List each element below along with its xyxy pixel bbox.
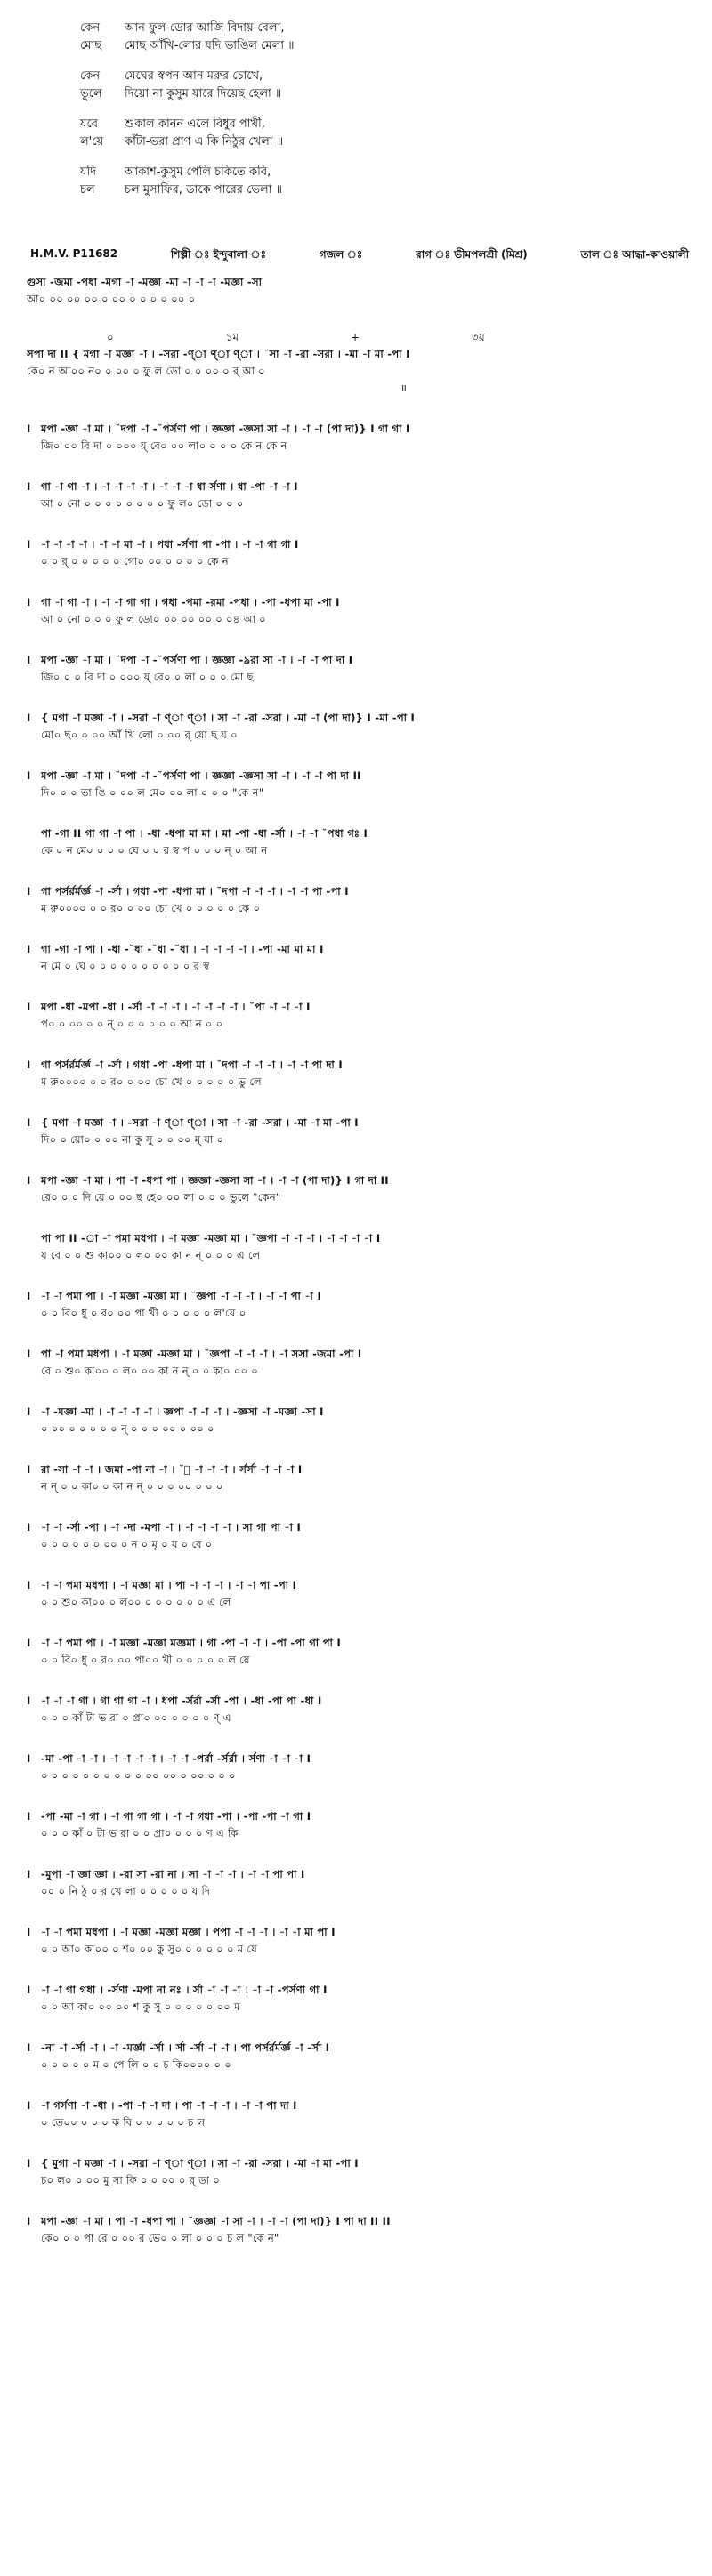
swara-text: -া গর্সণা -া -ধা । -পা -া -া দা । পা -া -া -া । -া -া পা দা I xyxy=(41,2099,297,2112)
sahitya-text: ০ তে০০ ০ ০ ০ ক বি ০ ০ ০ ০ ০ চ ল xyxy=(41,2116,206,2129)
swara-text: মপা -জ্ঞা -া মা । পা -া -ধপা পা । জ্ঞজ্ঞা -জ্ঞসা সা -া । -া -া (পা দা)} I গা দা II xyxy=(41,1174,389,1187)
indent-spacer xyxy=(27,2172,41,2189)
bar-line-mark: I xyxy=(27,1463,31,1476)
notation-block xyxy=(27,1115,690,1148)
lyric-text: মোছ আঁখি-লোর যদি ভাঙিল মেলা ॥ xyxy=(125,39,295,52)
sahitya-line xyxy=(27,1883,690,1900)
sahitya-line xyxy=(27,900,690,917)
sahitya-line xyxy=(27,727,690,744)
indent-spacer xyxy=(27,1536,41,1553)
notation-section xyxy=(27,274,690,2271)
notation-block xyxy=(27,1751,690,1784)
notation-block-first xyxy=(27,346,690,397)
swara-line xyxy=(27,652,690,669)
indent-spacer xyxy=(27,1825,41,1842)
sahitya-line xyxy=(27,958,690,975)
sahitya-text: ০ ০ ০ কাঁ টা ভ রা ০ প্রা০ ০০ ০ ০ ০ ০ ণ্‌ এ xyxy=(41,1711,231,1724)
notation-block xyxy=(27,536,690,570)
notation-block xyxy=(27,1230,690,1264)
sahitya-text: জি০ ০ ০ বি দা ০ ০০০ য়্‌ বে০ ০ লা ০ ০ ০ মো ছ xyxy=(41,671,254,683)
swara-text: -া -া -া গা । গা গা গা -া । ধপা -র্সর্রা -র্সা -পা । -ধা -পা পা -ধা I xyxy=(41,1695,322,1707)
indent-spacer xyxy=(27,1131,41,1148)
bar-line-mark: I xyxy=(27,1868,31,1880)
swara-text: গা -া গা -া । -া -া গা গা । গধা -পমা -রমা -পধা । -পা -ধপা মা -পা I xyxy=(41,596,340,608)
bar-line-mark: I xyxy=(27,1521,31,1534)
sahitya-line xyxy=(27,1189,690,1206)
sahitya-text: য বে ০ ০ শু কা০০ ০ ল০ ০০ কা ন ন্‌ ০ ০ ০ এ লে xyxy=(41,1249,261,1261)
bar-line-mark: I xyxy=(27,2215,31,2227)
sahitya-line xyxy=(27,438,690,455)
bar-line-mark: I xyxy=(27,769,31,782)
bar-line-mark: I xyxy=(27,1984,31,1996)
swara-text: -া -া -র্সা -পা । -া -দা -মপা -া । -া -া -া -া । সা গা পা -া I xyxy=(41,1521,302,1534)
swara-text: গা পর্সর্রর্মর্জ্ঞ -া -র্সা । গধা -পা -ধপা মা । ˘দপা -া -া -া । -া -া পা দা I xyxy=(41,1059,343,1071)
notation-block xyxy=(27,883,690,917)
bar-line-mark xyxy=(27,1230,41,1247)
notation-block xyxy=(27,768,690,801)
lyric-line xyxy=(80,37,632,55)
swara-text: -না -া -র্সা -া । -া -মর্জ্ঞা -র্সা । র্সা -র্সা -া -া । পা পর্সর্রর্মর্জ্ঞ -া -র্সা I xyxy=(41,2041,330,2054)
bar-line-mark: I xyxy=(27,1290,31,1302)
indent-spacer xyxy=(27,1074,41,1091)
sahitya-text: প০ ০ ০০ ০ ০ ন্‌ ০ ০ ০ ০ ০ ০ আ ন ০ ০ xyxy=(41,1018,223,1030)
sahitya-text: ম রু০০০০ ০ ০ র০ ০ ০০ চো খে ০ ০ ০ ০ ০ ভু লে xyxy=(41,1075,262,1088)
sahitya-line: কে০ ন আ০০ ন০ ০ ০০ ০ ফু ল ডো ০ ০ ০০ ০ র্‌ আ ০ xyxy=(27,365,265,377)
notation-block xyxy=(27,594,690,628)
swara-line xyxy=(27,1461,690,1478)
swara-line xyxy=(27,941,690,958)
lyric-lead-word: চল xyxy=(80,183,95,197)
swara-line xyxy=(27,2155,690,2172)
swara-text: পা পা II -া -া পমা মধপা । -া মজ্ঞা -মজ্ঞা মা । ˘জ্ঞপা -া -া -া । -া -া -া -া I xyxy=(41,1232,381,1244)
sahitya-line xyxy=(27,1536,690,1553)
notation-blocks xyxy=(27,421,690,2247)
sahitya-line xyxy=(27,1825,690,1842)
notation-block xyxy=(27,1577,690,1611)
notation-block xyxy=(27,2097,690,2131)
lyric-text: চল মুসাফির, ডাকে পারের ভেলা ॥ xyxy=(125,183,282,197)
notation-block xyxy=(27,1693,690,1727)
notation-block xyxy=(27,825,690,859)
swara-text: মপা -জ্ঞা -া মা । ˘দপা -া -˘পর্সণা পা । জ্ঞজ্ঞা -জ্ঞসা সা -া । -া -া (পা দা)} I গা গা I xyxy=(41,423,410,435)
sahitya-text: কে ০ ন মে০ ০ ০ ০ ঘে ০ ০ র স্ব প ০ ০ ০ ন্‌ ০ আ ন xyxy=(41,844,268,857)
swara-line xyxy=(27,1635,690,1652)
sahitya-text: ০ ০ ০ কাঁ ০ টা ভ রা ০ ০ প্রা০ ০ ০ ০ ণ এ কি xyxy=(41,1827,239,1839)
notation-block xyxy=(27,1404,690,1437)
indent-spacer xyxy=(27,1016,41,1033)
indent-spacer xyxy=(27,1883,41,1900)
sahitya-text: ০ ০ বি০ ধু ০ র০ ০০ পা০০ খী ০ ০ ০ ০ ০ ল য়ে xyxy=(41,1654,250,1666)
swara-text: -া -মজ্ঞা -মা । -া -া -া -া । জ্ঞপা -া -া -া । -জ্ঞসা -া -মজ্ঞা -সা I xyxy=(41,1405,324,1418)
indent-spacer xyxy=(27,2114,41,2131)
bar-line-mark: I xyxy=(27,1001,31,1013)
taal-mark-first: ১ম xyxy=(225,331,239,343)
sahitya-text: বে ০ শু০ কা০০ ০ ল০ ০০ কা ন ন্‌ ০ ০ কা০ ০০ ০ xyxy=(41,1364,259,1377)
swara-text: পা -গা II গা গা -া পা । -ধা -ধপা মা মা । মা -পা -ধা -র্সা । -া -া ˘পধা গঃ I xyxy=(41,827,368,840)
sahitya-text: আ ০ নো ০ ০ ০ ফু ল ডো০ ০০ ০০ ০০ ০ ০৪ আ ০ xyxy=(41,613,266,625)
lyric-lead-word: কেন xyxy=(80,69,101,83)
sahitya-text: কে০ ০ ০ পা রে ০ ০০ র ভে০ ০ লা ০ ০ ০ চ ল "কে ন" xyxy=(41,2232,279,2244)
indent-spacer xyxy=(27,900,41,917)
taal-label: তাল ঃ আদ্ধা-কাওয়ালী xyxy=(580,248,689,261)
sahitya-line xyxy=(27,1767,690,1784)
indent-spacer xyxy=(27,669,41,686)
sahitya-text: ০ ০ ০ ০ ০ ০ ০০ ০ ন ০ মৃ ০ য ০ বে ০ xyxy=(41,1538,213,1550)
indent-spacer xyxy=(27,1767,41,1784)
bar-line-mark: I xyxy=(27,885,31,898)
lyric-lead-word: মোছ xyxy=(80,39,102,52)
swara-text: { মুগা -া মজ্ঞা -া । -সরা -া ণ্‌া ণ্‌া । সা -া -রা -সরা । -মা -া মা -পা I xyxy=(41,2157,359,2169)
indent-spacer xyxy=(27,438,41,455)
swara-line xyxy=(27,1288,690,1305)
sahitya-line xyxy=(27,1652,690,1669)
sahitya-line xyxy=(27,1305,690,1322)
lyric-line xyxy=(80,164,632,181)
bar-line-mark: I xyxy=(27,2041,31,2054)
swara-line xyxy=(27,421,690,438)
lyric-line xyxy=(80,68,632,85)
swara-text: মপা -জ্ঞা -া মা । পা -া -ধপা পা । ˘জ্ঞজ্ঞা -া সা -া । -া -া (পা দা)} I পা দা II II xyxy=(41,2215,391,2227)
sahitya-line xyxy=(27,1363,690,1380)
lyric-line xyxy=(80,133,632,151)
sahitya-line xyxy=(27,1247,690,1264)
sahitya-line xyxy=(27,1594,690,1611)
indent-spacer xyxy=(27,727,41,744)
lyric-line xyxy=(80,116,632,133)
lyric-lead-word: যদি xyxy=(80,165,97,179)
sahitya-line xyxy=(27,1016,690,1033)
sahitya-line xyxy=(27,1478,690,1495)
notation-block xyxy=(27,1346,690,1380)
sahitya-text: ০ ০ বি০ ধু ০ র০ ০০ পা খী ০ ০ ০ ০ ০ ল'য়ে ০ xyxy=(41,1307,247,1319)
swara-text: { মগা -া মজ্ঞা -া । -সরা -া ণ্‌া ণ্‌া । সা -া -রা -সরা । -মা -া (পা দা)} I -মা -পা I xyxy=(41,712,416,724)
lyric-text: কাঁটা-ভরা প্রাণ এ কি নিঠুর খেলা ॥ xyxy=(125,135,284,149)
sahitya-text: ০ ০ আ কা০ ০০ ০০ শ কু সু ০ ০ ০ ০ ০ ০০ ম xyxy=(41,2000,240,2013)
swara-line xyxy=(27,594,690,611)
lyric-line xyxy=(80,85,632,103)
sahitya-text: জি০ ০০ বি দা ০ ০০০ য়্‌ বে০ ০০ লা০ ০ ০ ০ কে ন কে ন xyxy=(41,439,287,452)
notation-block xyxy=(27,1982,690,2016)
lyric-text: আন ফুল-ডোর আজি বিদায়-বেলা, xyxy=(125,21,285,35)
swara-text: -মুপা -া জ্ঞা জ্ঞা । -রা সা -রা না । সা -া -া -া । -া -া পা পা I xyxy=(41,1868,305,1880)
intro-block xyxy=(27,274,690,308)
swara-line xyxy=(27,1693,690,1710)
bar-line-mark: I xyxy=(27,1348,31,1360)
swara-line xyxy=(27,1519,690,1536)
swara-line xyxy=(27,2097,690,2114)
indent-spacer xyxy=(27,1999,41,2016)
sahitya-line xyxy=(27,669,690,686)
swara-line xyxy=(27,1057,690,1074)
swara-line xyxy=(27,1346,690,1363)
notation-block xyxy=(27,1461,690,1495)
indent-spacer xyxy=(27,958,41,975)
notation-block xyxy=(27,941,690,975)
bar-line-mark: I xyxy=(27,1059,31,1071)
swara-text: { মগা -া মজ্ঞা -া । -সরা -া ণ্‌া ণ্‌া । সা -া -রা -সরা । -মা -া মা -পা I xyxy=(41,1116,359,1129)
notation-block xyxy=(27,1924,690,1958)
indent-spacer xyxy=(27,495,41,512)
sahitya-line: আ০ ০০ ০০ ০০ ০ ০০ ০ ০ ০ ০ ০০ ০ xyxy=(27,293,196,305)
swara-line xyxy=(27,2213,690,2230)
sahitya-line xyxy=(27,553,690,570)
swara-text: মপা -জ্ঞা -া মা । ˘দপা -া -˘পর্সণা পা । জ্ঞজ্ঞা -৯রা সা -া । -া -া পা দা I xyxy=(41,654,353,666)
swara-line xyxy=(27,768,690,785)
sahitya-line xyxy=(27,1074,690,1091)
sahitya-line xyxy=(27,1999,690,2016)
song-info-bar xyxy=(30,247,689,265)
swara-line: গুসা -জমা -পধা -মগা -া -মজ্ঞা -মা -া -া -া -মজ্ঞা -সা xyxy=(27,276,263,288)
swara-text: গা -া গা -া । -া -া -া -া । -া -া -া ধা র্সণা । ধা -পা -া -া I xyxy=(41,480,298,493)
lyrics-stanza xyxy=(80,164,632,199)
sahitya-text: ০০ ০ নি ঠু ০ র খে লা ০ ০ ০ ০ ০ য দি xyxy=(41,1885,211,1897)
sahitya-line xyxy=(27,842,690,859)
swara-line xyxy=(27,1404,690,1421)
sahitya-text: ০ ০ শু০ কা০০ ০ ল০০ ০ ০ ০ ০ ০ ০ এ লে xyxy=(41,1596,231,1608)
notation-block xyxy=(27,421,690,455)
bar-line-mark xyxy=(27,825,41,842)
swara-text: -মা -পা -া -া । -া -া -া -া । -া -া -পর্রা -র্সর্রা । র্সণা -া -া -া I xyxy=(41,1752,312,1765)
sahitya-line xyxy=(27,1941,690,1958)
bar-line-mark: I xyxy=(27,480,31,493)
sahitya-text: আ ০ নো ০ ০ ০ ০ ০ ০ ০ ০ ফু ল০ ডো ০ ০ ০ xyxy=(41,497,244,510)
bar-line-mark: I xyxy=(27,2157,31,2169)
swara-text: রা -সা -া -া । জমা -পা না -া । ˘া -া -া -া । র্সর্সা -া -া -া I xyxy=(41,1463,303,1476)
sahitya-line xyxy=(27,785,690,801)
sahitya-line xyxy=(27,495,690,512)
bar-line-mark: I xyxy=(27,654,31,666)
lyrics-stanza xyxy=(80,20,632,55)
swara-line: সপা দা II { মগা -া মজ্ঞা -া । -সরা -ণ্‌া ণ্‌া ণ্‌া । ˘সা -া -রা -সরা । -মা -া মা -পা I xyxy=(27,348,410,360)
indent-spacer xyxy=(27,1247,41,1264)
sahitya-text: ন মে ০ ঘে ০ ০ ০ ০ ০ ০ ০ ০ ০ ০ র স্ব xyxy=(41,960,210,972)
swara-text: -া -া পমা মধপা । -া মজ্ঞা -মজ্ঞা মজ্ঞা । পপা -া -া -া । -া -া মা পা I xyxy=(41,1926,336,1938)
notation-block xyxy=(27,2213,690,2247)
swara-text: গা -গা -া পা । -ধা -˘ধা -˘ধা -˘ধা । -া -া -া -া । -পা -মা মা মা I xyxy=(41,943,324,955)
bar-line-mark: I xyxy=(27,712,31,724)
bar-line-mark: I xyxy=(27,943,31,955)
taal-mark-sam: + xyxy=(351,331,360,343)
swara-text: -া -া -া -া । -া -া মা -া । পধা -র্সণা পা -পা । -া -া গা গা I xyxy=(41,538,299,551)
bar-line-mark: I xyxy=(27,1637,31,1649)
lyric-line xyxy=(80,181,632,199)
indent-spacer xyxy=(27,1478,41,1495)
indent-spacer xyxy=(27,553,41,570)
repeat-sign: ॥ xyxy=(400,382,408,394)
indent-spacer xyxy=(27,1363,41,1380)
notation-block xyxy=(27,1057,690,1091)
swara-text: -া -া পমা পা । -া মজ্ঞা -মজ্ঞা মজ্ঞমা । গা -পা -া -া । -পা -পা গা পা I xyxy=(41,1637,342,1649)
bar-line-mark: I xyxy=(27,596,31,608)
bar-line-mark: I xyxy=(27,1579,31,1591)
bar-line-mark: I xyxy=(27,1810,31,1823)
swara-text: -া -া পমা মধপা । -া মজ্ঞা মা । পা -া -া -া । -া -া পা -পা I xyxy=(41,1579,297,1591)
artist-credit: শিল্পী ঃ ইন্দুবালা ঃ xyxy=(170,248,266,261)
indent-spacer xyxy=(27,1652,41,1669)
indent-spacer xyxy=(27,611,41,628)
notation-block xyxy=(27,1635,690,1669)
swara-line xyxy=(27,1172,690,1189)
sahitya-text: ০ ০ ০ ০ ০ ম ০ পে লি ০ ০ চ কি০০০০ ০ ০ xyxy=(41,2058,232,2071)
sahitya-text: ০ ০ ০ ০ ০ ০ ০ ০ ০ ০ ০০ ০০ ০ ০০ ০ ০ ০ xyxy=(41,1769,236,1782)
lyrics-stanza xyxy=(80,68,632,103)
swara-line xyxy=(27,883,690,900)
notation-block xyxy=(27,999,690,1033)
indent-spacer xyxy=(27,1594,41,1611)
swara-text: পা -া পমা মধপা । -া মজ্ঞা -মজ্ঞা মা । ˘জ্ঞপা -া -া -া । -া সসা -জমা -পা I xyxy=(41,1348,362,1360)
swara-line xyxy=(27,1808,690,1825)
swara-line xyxy=(27,479,690,495)
sahitya-line xyxy=(27,2172,690,2189)
sahitya-line xyxy=(27,1131,690,1148)
genre-label: গজল ঃ xyxy=(319,248,363,261)
swara-text: -া -া গা গধা । -র্সণা -মপা না নঃ । র্সা -া -া -া । -া -া -পর্সণা গা I xyxy=(41,1984,328,1996)
notation-block xyxy=(27,1866,690,1900)
sahitya-text: ০ ০০ ০ ০ ০ ০ ০ ন্‌ ০ ০ ০ ০০ ০ ০০ ০ xyxy=(41,1422,214,1435)
notation-block xyxy=(27,1288,690,1322)
notation-block xyxy=(27,2155,690,2189)
sahitya-text: রে০ ০ ০ দি য়ে ০ ০০ ছ হে০ ০০ লা ০ ০ ০ ভুলে "কেন" xyxy=(41,1191,281,1203)
notation-block xyxy=(27,479,690,512)
swara-text: মপা -ধা -মপা -ধা । -র্সা -া -া -া । -া -া -া -া । ˘পা -া -া -া I xyxy=(41,1001,311,1013)
notation-block xyxy=(27,1519,690,1553)
indent-spacer xyxy=(27,842,41,859)
raga-label: রাগ ঃ ভীমপলশ্রী (মিশ্র) xyxy=(416,248,528,261)
lyric-lead-word: ল'য়ে xyxy=(80,135,104,149)
notation-block xyxy=(27,1808,690,1842)
bar-line-mark: I xyxy=(27,1695,31,1707)
indent-spacer xyxy=(27,2230,41,2247)
sahitya-text: দি০ ০ য়ো০ ০ ০০ না কু সু ০ ০ ০০ ম্‌ যা ০ xyxy=(41,1133,224,1146)
sahitya-line xyxy=(27,2230,690,2247)
bar-line-mark: I xyxy=(27,1405,31,1418)
lyric-text: মেঘের স্বপন আন মরুর চোখে, xyxy=(125,69,263,83)
bar-line-mark: I xyxy=(27,1116,31,1129)
sahitya-text: দি০ ০ ০ ভা ঙি ০ ০০ ল মে০ ০০ লা ০ ০ ০ "কে ন" xyxy=(41,786,264,799)
swara-line xyxy=(27,1751,690,1767)
record-number: H.M.V. P11682 xyxy=(30,247,118,260)
swara-text: -া -া পমা পা । -া মজ্ঞা -মজ্ঞা মা । ˘জ্ঞপা -া -া -া । -া -া পা -া I xyxy=(41,1290,322,1302)
lyrics-stanza xyxy=(80,116,632,151)
sahitya-text: মো০ ছ০ ০ ০০ আঁ খি লো ০ ০০ র্‌ যো ছ য ০ xyxy=(41,729,238,741)
sahitya-line xyxy=(27,1421,690,1437)
swara-line xyxy=(27,825,690,842)
notation-block xyxy=(27,2040,690,2073)
lyric-text: শুকাল কানন এলে বিধুর পাখী, xyxy=(125,117,265,131)
sahitya-text: ০ ০ র্‌ ০ ০ ০ ০ ০ গো০ ০০ ০ ০ ০ ০ কে ন xyxy=(41,555,229,568)
swara-text: -পা -মা -া গা । -া গা গা গা । -া -া গধা -পা । -পা -পা -া গা I xyxy=(41,1810,312,1823)
swara-text: মপা -জ্ঞা -া মা । ˘দপা -া -˘পর্সণা পা । জ্ঞজ্ঞা -জ্ঞসা সা -া । -া -া পা দা II xyxy=(41,769,361,782)
lyrics-section xyxy=(80,20,632,212)
indent-spacer xyxy=(27,1421,41,1437)
bar-line-mark: I xyxy=(27,1752,31,1765)
sahitya-line xyxy=(27,2114,690,2131)
indent-spacer xyxy=(27,1710,41,1727)
taal-marker-row xyxy=(27,329,690,346)
swara-line xyxy=(27,1230,690,1247)
sahitya-line xyxy=(27,1710,690,1727)
lyric-line xyxy=(80,20,632,37)
swara-line xyxy=(27,1924,690,1941)
sahitya-text: ০ ০ আ০ কা০০ ০ শ০ ০০ কু সু০ ০ ০ ০ ০ ০ ম যে xyxy=(41,1943,258,1955)
lyric-lead-word: যবে xyxy=(80,117,98,131)
taal-mark-khali: ০ xyxy=(107,331,114,343)
bar-line-mark: I xyxy=(27,423,31,435)
indent-spacer xyxy=(27,1189,41,1206)
bar-line-mark: I xyxy=(27,1174,31,1187)
notation-block xyxy=(27,652,690,686)
indent-spacer xyxy=(27,1941,41,1958)
bar-line-mark: I xyxy=(27,2099,31,2112)
bar-line-mark: I xyxy=(27,538,31,551)
sahitya-text: ন ন্‌ ০ ০ কা০ ০ কা ন ন্‌ ০ ০ ০ ০০ ০ ০ ০ xyxy=(41,1480,223,1493)
taal-mark-third: ৩য় xyxy=(472,331,485,343)
sahitya-line xyxy=(27,611,690,628)
indent-spacer xyxy=(27,2057,41,2073)
swara-line xyxy=(27,710,690,727)
swara-line xyxy=(27,1115,690,1131)
lyric-text: দিয়ো না কুসুম যারে দিয়েছ হেলা ॥ xyxy=(125,87,282,101)
lyric-lead-word: ভুলে xyxy=(80,87,102,101)
indent-spacer xyxy=(27,785,41,801)
swara-text: গা পর্সর্রর্মর্জ্ঞ -া -র্সা । গধা -পা -ধপা মা । ˘দপা -া -া -া । -া -া পা -পা I xyxy=(41,885,349,898)
sahitya-text: ম রু০০০০ ০ ০ র০ ০ ০০ চো খে ০ ০ ০ ০ ০ কে ০ xyxy=(41,902,261,914)
swara-line xyxy=(27,2040,690,2057)
swara-line xyxy=(27,1577,690,1594)
swara-line xyxy=(27,1866,690,1883)
swara-line xyxy=(27,1982,690,1999)
notation-block xyxy=(27,1172,690,1206)
indent-spacer xyxy=(27,1305,41,1322)
sahitya-line xyxy=(27,2057,690,2073)
lyric-text: আকাশ-কুসুম পেলি চকিতে কবি, xyxy=(125,165,271,179)
notation-block xyxy=(27,710,690,744)
bar-line-mark: I xyxy=(27,1926,31,1938)
sahitya-text: চ০ ল০ ০ ০০ মু সা ফি ০ ০ ০০ ০ র্‌ ডা ০ xyxy=(41,2174,220,2186)
swara-line xyxy=(27,536,690,553)
lyric-lead-word: কেন xyxy=(80,21,101,35)
swara-line xyxy=(27,999,690,1016)
